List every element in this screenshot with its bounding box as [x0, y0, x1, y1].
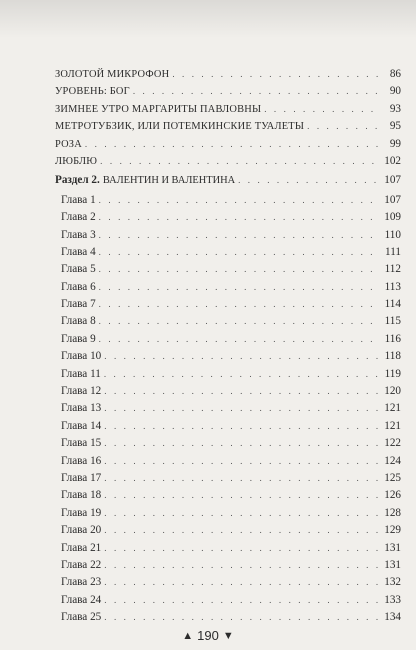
leader-dots — [104, 400, 380, 417]
leader-dots — [172, 66, 380, 83]
toc-entry-title: РОЗА — [55, 138, 82, 150]
leader-dots — [104, 609, 380, 626]
chapter-page: 112 — [384, 263, 401, 276]
toc-entry — [55, 66, 401, 83]
leader-dots — [99, 261, 380, 278]
chapter-title: Глава 8 — [61, 315, 96, 328]
leader-dots — [104, 383, 380, 400]
chapter-page: 133 — [384, 593, 401, 606]
chapter-page: 126 — [384, 489, 401, 502]
leader-dots — [104, 487, 380, 504]
chapter-title: Глава 22 — [61, 558, 102, 571]
chapter-page: 122 — [384, 437, 401, 450]
chapter-title: Глава 20 — [61, 524, 102, 537]
chapter-page: 128 — [384, 506, 401, 519]
toc-chapter — [55, 192, 401, 209]
toc-entry-page: 90 — [389, 85, 401, 98]
toc-entry-title: ЗИМНЕЕ УТРО МАРГАРИТЫ ПАВЛОВНЫ — [55, 103, 262, 115]
toc-chapter — [55, 400, 401, 417]
chapter-page: 110 — [384, 228, 401, 241]
leader-dots — [99, 279, 380, 296]
toc-entry-title: УРОВЕНЬ: БОГ — [55, 86, 130, 98]
page-shadow — [0, 0, 416, 38]
chapter-title: Глава 23 — [61, 576, 102, 589]
chapter-title: Глава 14 — [61, 419, 102, 432]
chapter-title: Глава 7 — [61, 298, 96, 311]
chapter-page: 121 — [384, 419, 401, 432]
chapter-page: 118 — [384, 350, 401, 363]
leader-dots — [104, 505, 380, 522]
chapter-title: Глава 19 — [61, 506, 102, 519]
chapter-page: 109 — [384, 211, 401, 224]
chapter-title: Глава 5 — [61, 263, 96, 276]
chapter-page: 107 — [384, 193, 401, 206]
leader-dots — [104, 366, 380, 383]
leader-dots — [99, 227, 380, 244]
chapter-title: Глава 25 — [61, 611, 102, 624]
toc-chapter — [55, 366, 401, 383]
leader-dots — [99, 331, 380, 348]
toc-entry-page: 93 — [389, 102, 401, 115]
table-of-contents — [55, 66, 401, 627]
toc-chapter — [55, 244, 401, 261]
toc-chapter — [55, 470, 401, 487]
chapter-page: 131 — [384, 558, 401, 571]
page-number: 190 — [197, 628, 219, 643]
leader-dots — [99, 296, 380, 313]
leader-dots — [99, 313, 380, 330]
chapter-page: 115 — [384, 315, 401, 328]
toc-entry-page: 95 — [389, 120, 401, 133]
leader-dots — [104, 453, 380, 470]
toc-entry-title: ЛЮБЛЮ — [55, 155, 98, 167]
toc-entry-page: 102 — [384, 154, 401, 167]
leader-dots — [99, 192, 380, 209]
chapter-title: Глава 24 — [61, 593, 102, 606]
toc-entry-title: ЗОЛОТОЙ МИКРОФОН — [55, 69, 170, 80]
toc-chapter — [55, 557, 401, 574]
chapter-page: 134 — [384, 611, 401, 624]
toc-chapter — [55, 435, 401, 452]
leader-dots — [99, 244, 380, 261]
leader-dots — [104, 574, 380, 591]
chapter-title: Глава 15 — [61, 437, 102, 450]
toc-chapter — [55, 383, 401, 400]
chapter-page: 132 — [384, 576, 401, 589]
toc-chapter — [55, 487, 401, 504]
section-title: ВАЛЕНТИН И ВАЛЕНТИНА — [102, 175, 236, 187]
toc-chapter — [55, 209, 401, 226]
toc-entry — [55, 83, 401, 100]
toc-chapter — [55, 418, 401, 435]
leader-dots — [307, 118, 380, 135]
chapter-title: Глава 13 — [61, 402, 102, 415]
chapter-title: Глава 2 — [61, 211, 96, 224]
toc-chapter — [55, 279, 401, 296]
triangle-up-icon: ▲ — [182, 630, 194, 642]
toc-chapter — [55, 296, 401, 313]
leader-dots — [264, 101, 380, 118]
chapter-page: 120 — [384, 385, 401, 398]
chapter-page: 119 — [384, 367, 401, 380]
toc-entry-page: 86 — [389, 68, 401, 80]
leader-dots — [133, 83, 380, 100]
chapter-page: 116 — [384, 332, 401, 345]
toc-entry-page: 99 — [389, 137, 401, 150]
page-folio — [0, 628, 416, 643]
toc-entry — [55, 101, 401, 118]
leader-dots — [104, 348, 380, 365]
leader-dots — [104, 522, 380, 539]
leader-dots — [238, 172, 380, 189]
section-page: 107 — [384, 174, 401, 187]
toc-entry — [55, 118, 401, 135]
chapter-title: Глава 10 — [61, 350, 102, 363]
section-prefix: Раздел 2. — [55, 174, 100, 187]
toc-entry — [55, 153, 401, 170]
chapter-page: 121 — [384, 402, 401, 415]
chapter-title: Глава 16 — [61, 454, 102, 467]
toc-chapter — [55, 609, 401, 626]
toc-chapter — [55, 453, 401, 470]
chapter-title: Глава 17 — [61, 471, 102, 484]
leader-dots — [100, 153, 380, 170]
toc-entry-title: МЕТРОТУБЗИК, ИЛИ ПОТЕМКИНСКИЕ ТУАЛЕТЫ — [55, 121, 305, 133]
toc-chapter — [55, 313, 401, 330]
toc-chapter — [55, 574, 401, 591]
toc-chapter — [55, 331, 401, 348]
toc-chapter — [55, 227, 401, 244]
triangle-down-icon: ▼ — [222, 630, 234, 642]
chapter-title: Глава 11 — [61, 367, 101, 380]
toc-chapter — [55, 261, 401, 278]
toc-chapter — [55, 522, 401, 539]
chapter-title: Глава 6 — [61, 280, 96, 293]
leader-dots — [104, 435, 380, 452]
leader-dots — [104, 470, 380, 487]
leader-dots — [104, 418, 380, 435]
chapter-page: 111 — [385, 245, 401, 258]
toc-chapter — [55, 592, 401, 609]
toc-chapter — [55, 540, 401, 557]
toc-chapter — [55, 505, 401, 522]
chapter-title: Глава 1 — [61, 193, 96, 206]
chapter-page: 113 — [384, 280, 401, 293]
chapter-title: Глава 21 — [61, 541, 102, 554]
chapter-page: 131 — [384, 541, 401, 554]
leader-dots — [85, 136, 380, 153]
leader-dots — [99, 209, 380, 226]
leader-dots — [104, 557, 380, 574]
chapter-page: 114 — [384, 298, 401, 311]
toc-chapter — [55, 348, 401, 365]
chapter-page: 124 — [384, 454, 401, 467]
chapter-title: Глава 3 — [61, 228, 96, 241]
chapter-title: Глава 12 — [61, 385, 102, 398]
toc-section-heading — [55, 172, 401, 189]
chapter-title: Глава 9 — [61, 332, 96, 345]
leader-dots — [104, 540, 380, 557]
leader-dots — [104, 592, 380, 609]
chapter-page: 125 — [384, 471, 401, 484]
chapter-page: 129 — [384, 524, 401, 537]
chapter-title: Глава 4 — [61, 245, 96, 258]
chapter-title: Глава 18 — [61, 489, 102, 502]
toc-entry — [55, 136, 401, 153]
